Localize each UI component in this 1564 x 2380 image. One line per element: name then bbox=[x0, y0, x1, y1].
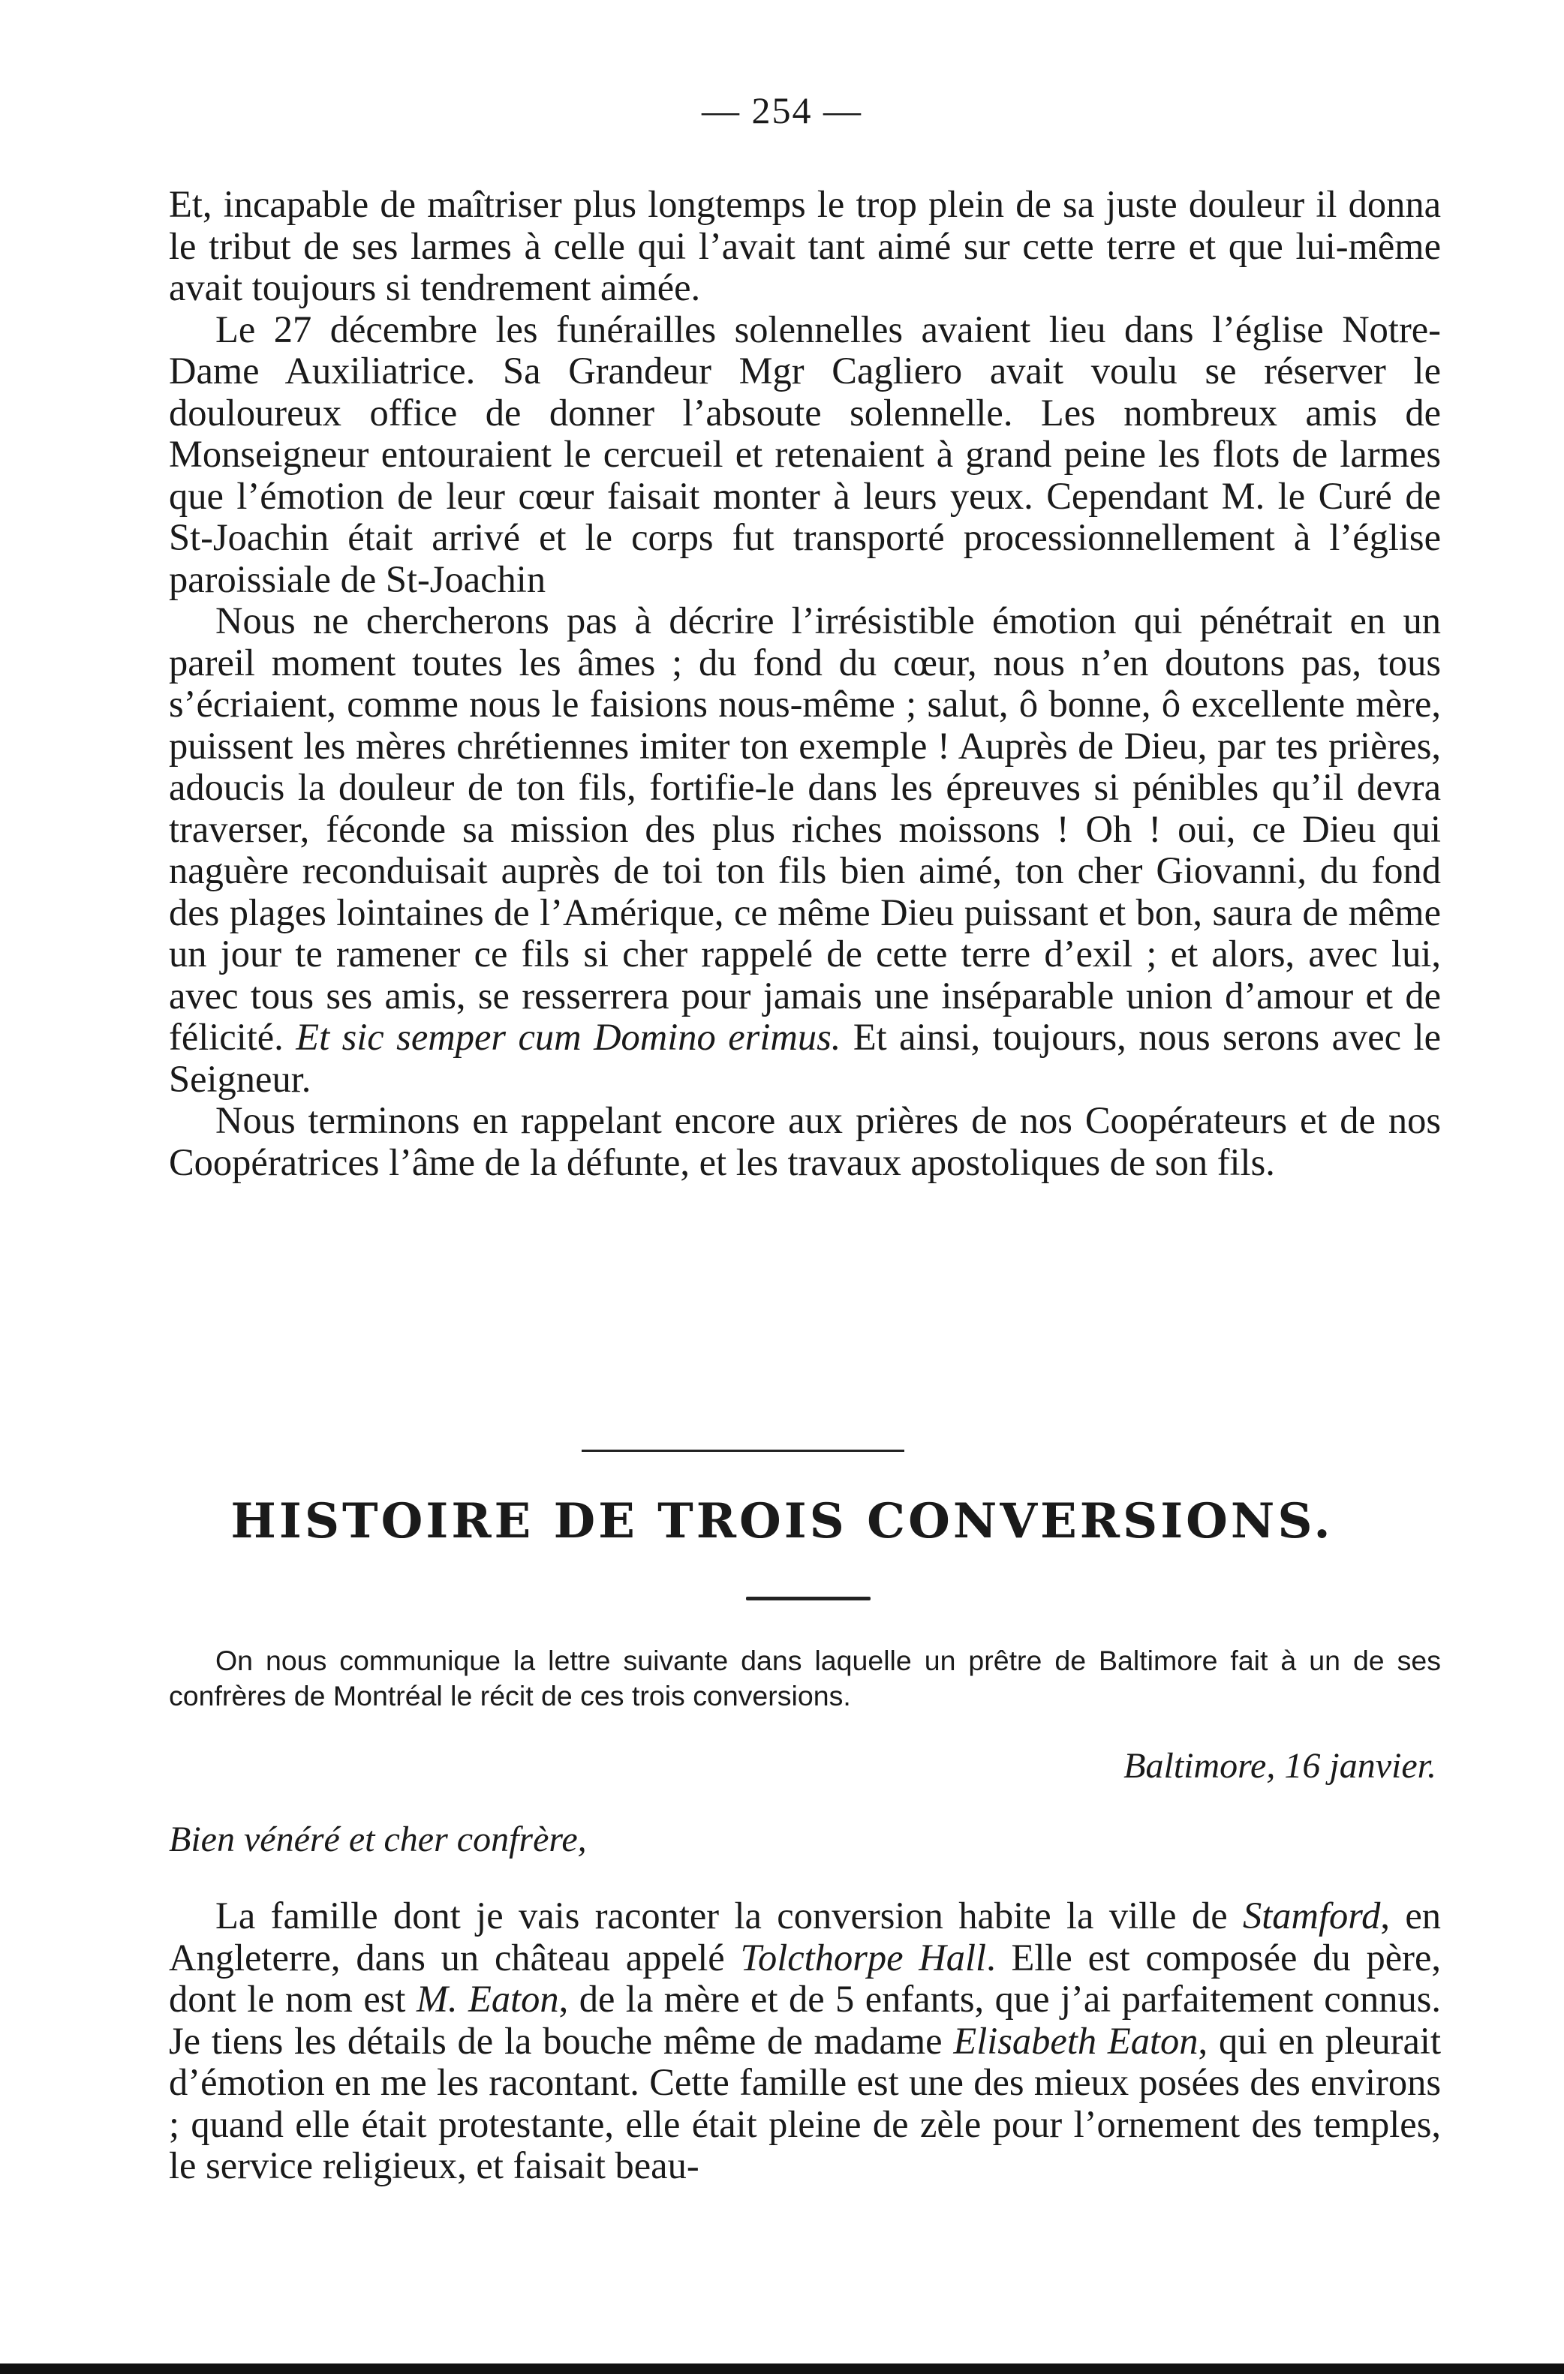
text-run: , qui en pleurait d’émotion en me les racontant. Cette famille est une des mieux posées des environs ; quand elle était protestante, elle était pleine de zèle pour l’ornement des temples, le service religieux, et faisait beau- bbox=[169, 2019, 1441, 2186]
paragraph: Nous terminons en rappelant encore aux prières de nos Coopérateurs et de nos Coopératrices l’âme de la défunte, et les travaux apostoliques de son fils. bbox=[169, 1099, 1441, 1183]
top-text-block bbox=[169, 184, 1441, 1183]
paragraph bbox=[169, 1895, 1441, 2187]
text-run: . Elle est composée du père, dont le nom est bbox=[169, 1936, 1442, 2020]
page-number: — 254 — bbox=[702, 89, 862, 131]
paragraph: Le 27 décembre les funérailles solennelles avaient lieu dans l’église Notre-Dame Auxiliatrice. Sa Grandeur Mgr Cagliero avait voulu se réserver le douloureux office de donner l’absoute solennelle. Les nombreux amis de Monseigneur entouraient le cercueil et retenaient à grand peine les flots de larmes que l’émotion de leur cœur faisait monter à leurs yeux. Cependant M. le Curé de St-Joachin était arrivé et le corps fut transporté processionnellement à l’église paroissiale de St-Joachin bbox=[169, 308, 1441, 600]
section-intro: On nous communique la lettre suivante dans laquelle un prêtre de Baltimore fait à un de ses confrères de Montréal le récit de ces trois conversions. bbox=[169, 1645, 1441, 1711]
section-divider bbox=[582, 1450, 904, 1452]
paragraph bbox=[169, 600, 1441, 1100]
person-name: Elisabeth Eaton bbox=[953, 2019, 1199, 2062]
text-run: , de la mère et de 5 enfants, que j’ai parfaitement connus. Je tiens les détails de la bouche même de madame bbox=[169, 1978, 1441, 2062]
place-name: Stamford bbox=[1243, 1895, 1381, 1937]
letter-salutation: Bien vénéré et cher confrère, bbox=[169, 1820, 587, 1859]
text-run: , en Angleterre, dans un château appelé bbox=[169, 1895, 1441, 1979]
person-name: M. Eaton bbox=[416, 1978, 559, 2020]
section-title: HISTOIRE DE TROIS CONVERSIONS. bbox=[230, 1493, 1334, 1549]
latin-quote: Et sic semper cum Domino erimus. bbox=[296, 1016, 841, 1058]
letter-dateline: Baltimore, 16 janvier. bbox=[1123, 1746, 1436, 1786]
text-run: La famille dont je vais raconter la conversion habite la ville de bbox=[215, 1895, 1228, 1937]
letter-body bbox=[169, 1895, 1441, 2187]
title-underline bbox=[746, 1597, 871, 1600]
place-name: Tolcthorpe Hall bbox=[740, 1936, 987, 1979]
paragraph-text: Nous ne chercherons pas à décrire l’irrésistible émotion qui pénétrait en un pareil moment toutes les âmes ; du fond du cœur, nous n’en doutons pas, tous s’écriaient, comme nous le faisions nous-même ; salut, ô bonne, ô excellente mère, puissent les mères chrétiennes imiter ton exemple ! Auprès de Dieu, par tes prières, adoucis la douleur de ton fils, fortifie-le dans les épreuves si pénibles qu’il devra traverser, féconde sa mission des plus riches moissons ! Oh ! oui, ce Dieu qui naguère reconduisait auprès de toi ton fils bien aimé, ton cher Giovanni, du fond des plages lointaines de l’Amérique, ce même Dieu puissant et bon, saura de même un jour te ramener ce fils si cher rappelé de cette terre d’exil ; et alors, avec lui, avec tous ses amis, se resserrera pour jamais une inséparable union d’amour et de félicité. bbox=[169, 600, 1441, 1058]
paragraph: Et, incapable de maîtriser plus longtemps le trop plein de sa juste douleur il donna le tribut de ses larmes à celle qui l’avait tant aimé sur cette terre et que lui-même avait toujours si tendrement aimée. bbox=[169, 183, 1441, 308]
scan-edge-bar bbox=[0, 2363, 1564, 2374]
paragraph-text: Et ainsi, toujours, nous serons avec le Seigneur. bbox=[169, 1016, 1442, 1100]
